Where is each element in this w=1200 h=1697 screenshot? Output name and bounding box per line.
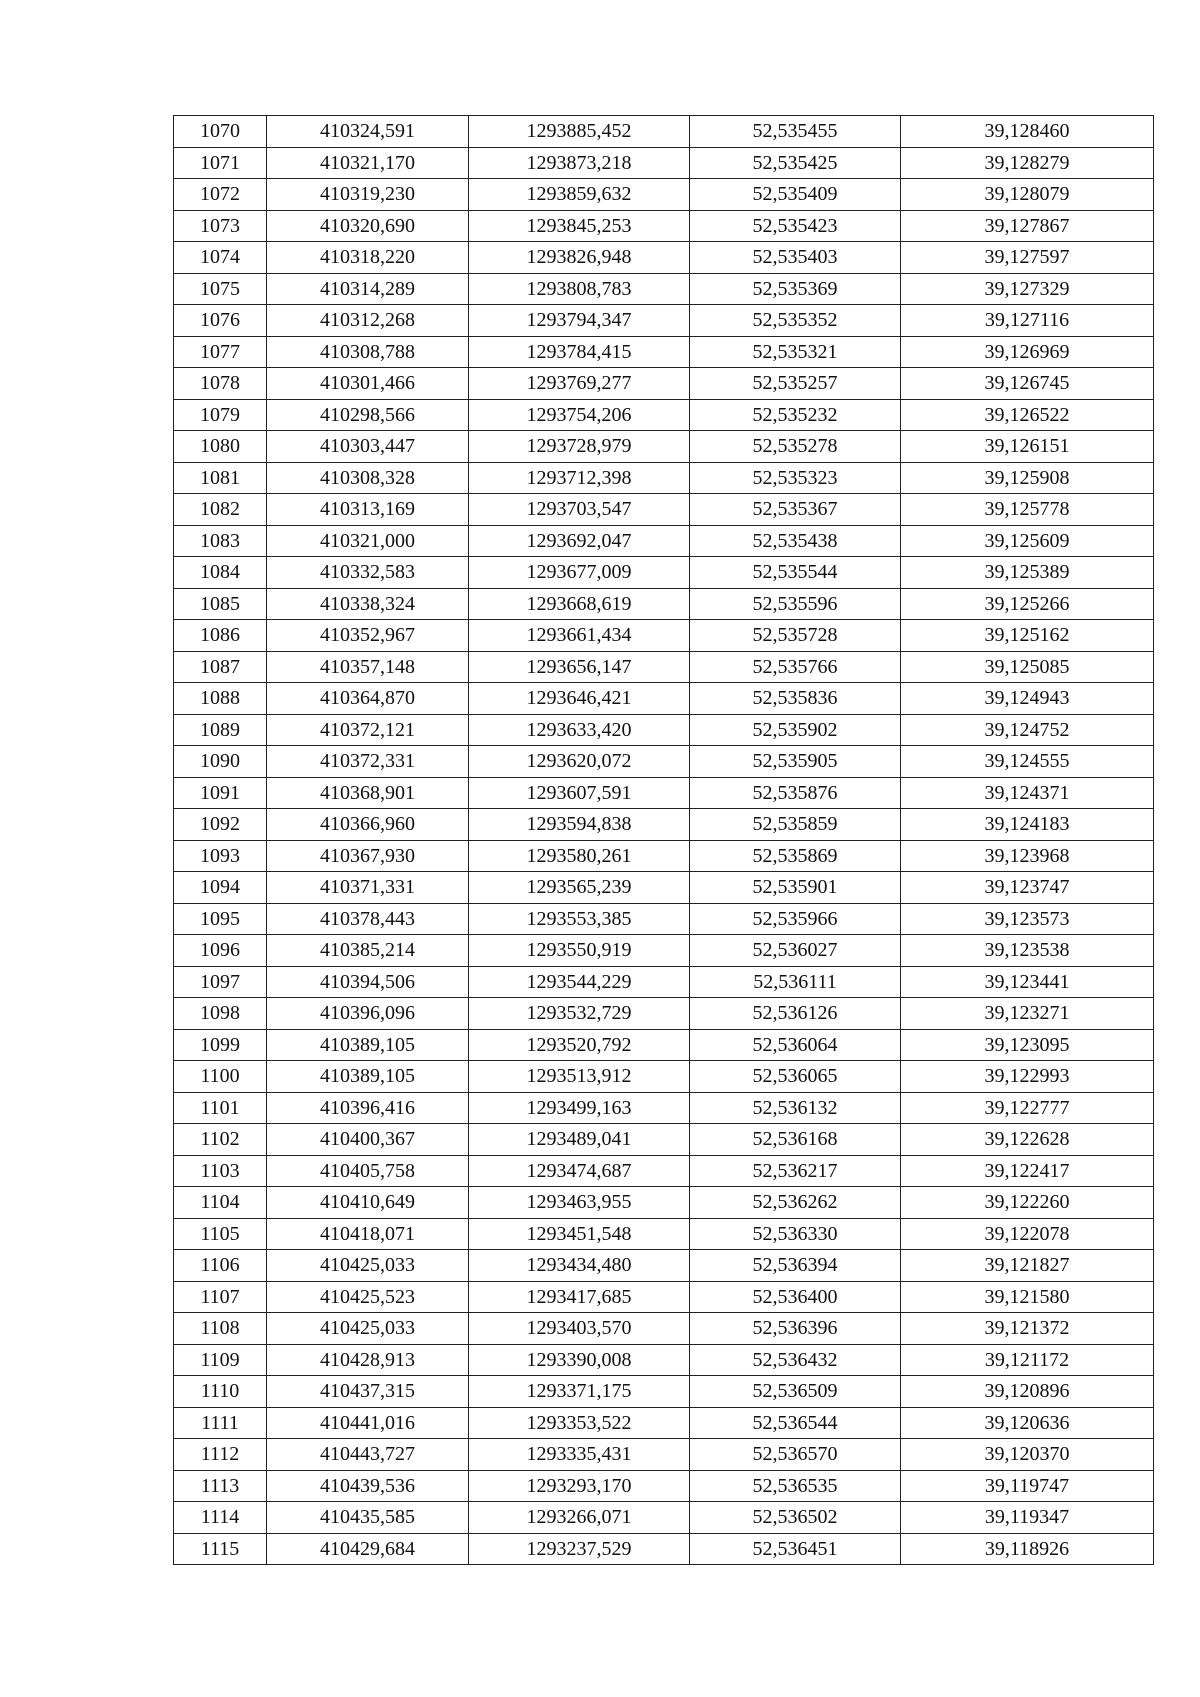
y-coordinate-cell: 1293266,071 bbox=[469, 1502, 690, 1534]
point-number-cell: 1096 bbox=[174, 935, 267, 967]
longitude-cell: 39,123747 bbox=[901, 872, 1154, 904]
table-row bbox=[174, 525, 1154, 557]
x-coordinate-cell: 410389,105 bbox=[267, 1029, 469, 1061]
table-row bbox=[174, 494, 1154, 526]
table-row bbox=[174, 462, 1154, 494]
latitude-cell: 52,536027 bbox=[690, 935, 901, 967]
x-coordinate-cell: 410396,096 bbox=[267, 998, 469, 1030]
table-row bbox=[174, 935, 1154, 967]
table-row bbox=[174, 1029, 1154, 1061]
latitude-cell: 52,535323 bbox=[690, 462, 901, 494]
point-number-cell: 1081 bbox=[174, 462, 267, 494]
longitude-cell: 39,128279 bbox=[901, 147, 1154, 179]
table-row bbox=[174, 116, 1154, 148]
latitude-cell: 52,535859 bbox=[690, 809, 901, 841]
x-coordinate-cell: 410321,170 bbox=[267, 147, 469, 179]
longitude-cell: 39,125778 bbox=[901, 494, 1154, 526]
latitude-cell: 52,536570 bbox=[690, 1439, 901, 1471]
latitude-cell: 52,536544 bbox=[690, 1407, 901, 1439]
longitude-cell: 39,127116 bbox=[901, 305, 1154, 337]
table-row bbox=[174, 1470, 1154, 1502]
longitude-cell: 39,124943 bbox=[901, 683, 1154, 715]
x-coordinate-cell: 410405,758 bbox=[267, 1155, 469, 1187]
latitude-cell: 52,535596 bbox=[690, 588, 901, 620]
longitude-cell: 39,119347 bbox=[901, 1502, 1154, 1534]
table-row bbox=[174, 1061, 1154, 1093]
longitude-cell: 39,120896 bbox=[901, 1376, 1154, 1408]
table-row bbox=[174, 210, 1154, 242]
y-coordinate-cell: 1293859,632 bbox=[469, 179, 690, 211]
longitude-cell: 39,122628 bbox=[901, 1124, 1154, 1156]
x-coordinate-cell: 410389,105 bbox=[267, 1061, 469, 1093]
x-coordinate-cell: 410318,220 bbox=[267, 242, 469, 274]
x-coordinate-cell: 410308,328 bbox=[267, 462, 469, 494]
x-coordinate-cell: 410364,870 bbox=[267, 683, 469, 715]
longitude-cell: 39,125085 bbox=[901, 651, 1154, 683]
longitude-cell: 39,126151 bbox=[901, 431, 1154, 463]
y-coordinate-cell: 1293565,239 bbox=[469, 872, 690, 904]
point-number-cell: 1085 bbox=[174, 588, 267, 620]
y-coordinate-cell: 1293553,385 bbox=[469, 903, 690, 935]
point-number-cell: 1108 bbox=[174, 1313, 267, 1345]
y-coordinate-cell: 1293499,163 bbox=[469, 1092, 690, 1124]
y-coordinate-cell: 1293794,347 bbox=[469, 305, 690, 337]
x-coordinate-cell: 410338,324 bbox=[267, 588, 469, 620]
latitude-cell: 52,536168 bbox=[690, 1124, 901, 1156]
table-row bbox=[174, 1439, 1154, 1471]
latitude-cell: 52,536535 bbox=[690, 1470, 901, 1502]
table-row bbox=[174, 966, 1154, 998]
longitude-cell: 39,122993 bbox=[901, 1061, 1154, 1093]
x-coordinate-cell: 410429,684 bbox=[267, 1533, 469, 1565]
point-number-cell: 1077 bbox=[174, 336, 267, 368]
table-row bbox=[174, 777, 1154, 809]
table-row bbox=[174, 1155, 1154, 1187]
latitude-cell: 52,536330 bbox=[690, 1218, 901, 1250]
longitude-cell: 39,125609 bbox=[901, 525, 1154, 557]
coordinates-table-body bbox=[174, 116, 1154, 1565]
table-row bbox=[174, 620, 1154, 652]
latitude-cell: 52,535352 bbox=[690, 305, 901, 337]
point-number-cell: 1109 bbox=[174, 1344, 267, 1376]
x-coordinate-cell: 410308,788 bbox=[267, 336, 469, 368]
x-coordinate-cell: 410312,268 bbox=[267, 305, 469, 337]
x-coordinate-cell: 410301,466 bbox=[267, 368, 469, 400]
table-row bbox=[174, 746, 1154, 778]
point-number-cell: 1074 bbox=[174, 242, 267, 274]
point-number-cell: 1078 bbox=[174, 368, 267, 400]
longitude-cell: 39,125266 bbox=[901, 588, 1154, 620]
longitude-cell: 39,128460 bbox=[901, 116, 1154, 148]
latitude-cell: 52,536065 bbox=[690, 1061, 901, 1093]
point-number-cell: 1093 bbox=[174, 840, 267, 872]
y-coordinate-cell: 1293784,415 bbox=[469, 336, 690, 368]
y-coordinate-cell: 1293520,792 bbox=[469, 1029, 690, 1061]
latitude-cell: 52,535257 bbox=[690, 368, 901, 400]
point-number-cell: 1107 bbox=[174, 1281, 267, 1313]
x-coordinate-cell: 410385,214 bbox=[267, 935, 469, 967]
point-number-cell: 1083 bbox=[174, 525, 267, 557]
table-row bbox=[174, 368, 1154, 400]
latitude-cell: 52,536064 bbox=[690, 1029, 901, 1061]
latitude-cell: 52,535902 bbox=[690, 714, 901, 746]
table-row bbox=[174, 1344, 1154, 1376]
point-number-cell: 1079 bbox=[174, 399, 267, 431]
y-coordinate-cell: 1293403,570 bbox=[469, 1313, 690, 1345]
point-number-cell: 1070 bbox=[174, 116, 267, 148]
y-coordinate-cell: 1293293,170 bbox=[469, 1470, 690, 1502]
x-coordinate-cell: 410439,536 bbox=[267, 1470, 469, 1502]
y-coordinate-cell: 1293769,277 bbox=[469, 368, 690, 400]
latitude-cell: 52,535901 bbox=[690, 872, 901, 904]
longitude-cell: 39,121372 bbox=[901, 1313, 1154, 1345]
point-number-cell: 1104 bbox=[174, 1187, 267, 1219]
x-coordinate-cell: 410378,443 bbox=[267, 903, 469, 935]
point-number-cell: 1112 bbox=[174, 1439, 267, 1471]
longitude-cell: 39,123095 bbox=[901, 1029, 1154, 1061]
longitude-cell: 39,127597 bbox=[901, 242, 1154, 274]
y-coordinate-cell: 1293371,175 bbox=[469, 1376, 690, 1408]
latitude-cell: 52,536509 bbox=[690, 1376, 901, 1408]
latitude-cell: 52,535278 bbox=[690, 431, 901, 463]
table-row bbox=[174, 1124, 1154, 1156]
longitude-cell: 39,122777 bbox=[901, 1092, 1154, 1124]
x-coordinate-cell: 410441,016 bbox=[267, 1407, 469, 1439]
y-coordinate-cell: 1293873,218 bbox=[469, 147, 690, 179]
point-number-cell: 1075 bbox=[174, 273, 267, 305]
table-row bbox=[174, 651, 1154, 683]
longitude-cell: 39,122078 bbox=[901, 1218, 1154, 1250]
latitude-cell: 52,536451 bbox=[690, 1533, 901, 1565]
latitude-cell: 52,536126 bbox=[690, 998, 901, 1030]
longitude-cell: 39,121827 bbox=[901, 1250, 1154, 1282]
point-number-cell: 1092 bbox=[174, 809, 267, 841]
longitude-cell: 39,123441 bbox=[901, 966, 1154, 998]
table-row bbox=[174, 557, 1154, 589]
table-row bbox=[174, 399, 1154, 431]
point-number-cell: 1102 bbox=[174, 1124, 267, 1156]
y-coordinate-cell: 1293474,687 bbox=[469, 1155, 690, 1187]
table-row bbox=[174, 336, 1154, 368]
latitude-cell: 52,535905 bbox=[690, 746, 901, 778]
longitude-cell: 39,126745 bbox=[901, 368, 1154, 400]
y-coordinate-cell: 1293463,955 bbox=[469, 1187, 690, 1219]
y-coordinate-cell: 1293661,434 bbox=[469, 620, 690, 652]
y-coordinate-cell: 1293353,522 bbox=[469, 1407, 690, 1439]
latitude-cell: 52,536394 bbox=[690, 1250, 901, 1282]
y-coordinate-cell: 1293712,398 bbox=[469, 462, 690, 494]
x-coordinate-cell: 410428,913 bbox=[267, 1344, 469, 1376]
x-coordinate-cell: 410400,367 bbox=[267, 1124, 469, 1156]
latitude-cell: 52,535766 bbox=[690, 651, 901, 683]
longitude-cell: 39,125908 bbox=[901, 462, 1154, 494]
point-number-cell: 1073 bbox=[174, 210, 267, 242]
y-coordinate-cell: 1293434,480 bbox=[469, 1250, 690, 1282]
x-coordinate-cell: 410324,591 bbox=[267, 116, 469, 148]
y-coordinate-cell: 1293728,979 bbox=[469, 431, 690, 463]
x-coordinate-cell: 410320,690 bbox=[267, 210, 469, 242]
table-row bbox=[174, 683, 1154, 715]
x-coordinate-cell: 410319,230 bbox=[267, 179, 469, 211]
longitude-cell: 39,125389 bbox=[901, 557, 1154, 589]
latitude-cell: 52,535966 bbox=[690, 903, 901, 935]
x-coordinate-cell: 410371,331 bbox=[267, 872, 469, 904]
x-coordinate-cell: 410321,000 bbox=[267, 525, 469, 557]
point-number-cell: 1082 bbox=[174, 494, 267, 526]
y-coordinate-cell: 1293513,912 bbox=[469, 1061, 690, 1093]
x-coordinate-cell: 410357,148 bbox=[267, 651, 469, 683]
longitude-cell: 39,127867 bbox=[901, 210, 1154, 242]
point-number-cell: 1097 bbox=[174, 966, 267, 998]
point-number-cell: 1106 bbox=[174, 1250, 267, 1282]
y-coordinate-cell: 1293845,253 bbox=[469, 210, 690, 242]
longitude-cell: 39,124752 bbox=[901, 714, 1154, 746]
point-number-cell: 1071 bbox=[174, 147, 267, 179]
latitude-cell: 52,535409 bbox=[690, 179, 901, 211]
point-number-cell: 1080 bbox=[174, 431, 267, 463]
point-number-cell: 1100 bbox=[174, 1061, 267, 1093]
table-row bbox=[174, 1376, 1154, 1408]
latitude-cell: 52,536432 bbox=[690, 1344, 901, 1376]
x-coordinate-cell: 410313,169 bbox=[267, 494, 469, 526]
longitude-cell: 39,119747 bbox=[901, 1470, 1154, 1502]
latitude-cell: 52,535455 bbox=[690, 116, 901, 148]
point-number-cell: 1094 bbox=[174, 872, 267, 904]
x-coordinate-cell: 410372,331 bbox=[267, 746, 469, 778]
latitude-cell: 52,535544 bbox=[690, 557, 901, 589]
point-number-cell: 1088 bbox=[174, 683, 267, 715]
latitude-cell: 52,535438 bbox=[690, 525, 901, 557]
longitude-cell: 39,124183 bbox=[901, 809, 1154, 841]
y-coordinate-cell: 1293544,229 bbox=[469, 966, 690, 998]
y-coordinate-cell: 1293633,420 bbox=[469, 714, 690, 746]
latitude-cell: 52,536262 bbox=[690, 1187, 901, 1219]
x-coordinate-cell: 410425,033 bbox=[267, 1250, 469, 1282]
table-row bbox=[174, 1533, 1154, 1565]
longitude-cell: 39,121580 bbox=[901, 1281, 1154, 1313]
latitude-cell: 52,535367 bbox=[690, 494, 901, 526]
y-coordinate-cell: 1293417,685 bbox=[469, 1281, 690, 1313]
latitude-cell: 52,535232 bbox=[690, 399, 901, 431]
table-row bbox=[174, 1407, 1154, 1439]
point-number-cell: 1087 bbox=[174, 651, 267, 683]
table-row bbox=[174, 872, 1154, 904]
x-coordinate-cell: 410425,033 bbox=[267, 1313, 469, 1345]
table-row bbox=[174, 305, 1154, 337]
x-coordinate-cell: 410394,506 bbox=[267, 966, 469, 998]
y-coordinate-cell: 1293703,547 bbox=[469, 494, 690, 526]
point-number-cell: 1110 bbox=[174, 1376, 267, 1408]
table-row bbox=[174, 588, 1154, 620]
table-row bbox=[174, 179, 1154, 211]
latitude-cell: 52,535836 bbox=[690, 683, 901, 715]
longitude-cell: 39,122417 bbox=[901, 1155, 1154, 1187]
table-row bbox=[174, 1092, 1154, 1124]
table-row bbox=[174, 431, 1154, 463]
y-coordinate-cell: 1293532,729 bbox=[469, 998, 690, 1030]
longitude-cell: 39,120636 bbox=[901, 1407, 1154, 1439]
point-number-cell: 1076 bbox=[174, 305, 267, 337]
point-number-cell: 1086 bbox=[174, 620, 267, 652]
coordinates-table bbox=[173, 115, 1154, 1565]
point-number-cell: 1101 bbox=[174, 1092, 267, 1124]
point-number-cell: 1099 bbox=[174, 1029, 267, 1061]
point-number-cell: 1098 bbox=[174, 998, 267, 1030]
table-row bbox=[174, 809, 1154, 841]
x-coordinate-cell: 410435,585 bbox=[267, 1502, 469, 1534]
x-coordinate-cell: 410352,967 bbox=[267, 620, 469, 652]
table-row bbox=[174, 1281, 1154, 1313]
table-row bbox=[174, 840, 1154, 872]
longitude-cell: 39,126969 bbox=[901, 336, 1154, 368]
table-row bbox=[174, 147, 1154, 179]
point-number-cell: 1090 bbox=[174, 746, 267, 778]
y-coordinate-cell: 1293692,047 bbox=[469, 525, 690, 557]
y-coordinate-cell: 1293489,041 bbox=[469, 1124, 690, 1156]
point-number-cell: 1113 bbox=[174, 1470, 267, 1502]
y-coordinate-cell: 1293335,431 bbox=[469, 1439, 690, 1471]
latitude-cell: 52,535425 bbox=[690, 147, 901, 179]
latitude-cell: 52,535321 bbox=[690, 336, 901, 368]
x-coordinate-cell: 410437,315 bbox=[267, 1376, 469, 1408]
table-row bbox=[174, 998, 1154, 1030]
table-row bbox=[174, 714, 1154, 746]
point-number-cell: 1072 bbox=[174, 179, 267, 211]
x-coordinate-cell: 410368,901 bbox=[267, 777, 469, 809]
longitude-cell: 39,123538 bbox=[901, 935, 1154, 967]
y-coordinate-cell: 1293237,529 bbox=[469, 1533, 690, 1565]
table-row bbox=[174, 1250, 1154, 1282]
y-coordinate-cell: 1293451,548 bbox=[469, 1218, 690, 1250]
latitude-cell: 52,535876 bbox=[690, 777, 901, 809]
point-number-cell: 1105 bbox=[174, 1218, 267, 1250]
y-coordinate-cell: 1293550,919 bbox=[469, 935, 690, 967]
longitude-cell: 39,125162 bbox=[901, 620, 1154, 652]
longitude-cell: 39,124371 bbox=[901, 777, 1154, 809]
y-coordinate-cell: 1293620,072 bbox=[469, 746, 690, 778]
y-coordinate-cell: 1293594,838 bbox=[469, 809, 690, 841]
y-coordinate-cell: 1293607,591 bbox=[469, 777, 690, 809]
longitude-cell: 39,120370 bbox=[901, 1439, 1154, 1471]
longitude-cell: 39,122260 bbox=[901, 1187, 1154, 1219]
longitude-cell: 39,121172 bbox=[901, 1344, 1154, 1376]
latitude-cell: 52,536396 bbox=[690, 1313, 901, 1345]
point-number-cell: 1095 bbox=[174, 903, 267, 935]
latitude-cell: 52,535728 bbox=[690, 620, 901, 652]
y-coordinate-cell: 1293808,783 bbox=[469, 273, 690, 305]
x-coordinate-cell: 410425,523 bbox=[267, 1281, 469, 1313]
latitude-cell: 52,535403 bbox=[690, 242, 901, 274]
x-coordinate-cell: 410303,447 bbox=[267, 431, 469, 463]
x-coordinate-cell: 410314,289 bbox=[267, 273, 469, 305]
y-coordinate-cell: 1293754,206 bbox=[469, 399, 690, 431]
y-coordinate-cell: 1293656,147 bbox=[469, 651, 690, 683]
latitude-cell: 52,536502 bbox=[690, 1502, 901, 1534]
point-number-cell: 1114 bbox=[174, 1502, 267, 1534]
table-row bbox=[174, 1218, 1154, 1250]
longitude-cell: 39,124555 bbox=[901, 746, 1154, 778]
latitude-cell: 52,536217 bbox=[690, 1155, 901, 1187]
y-coordinate-cell: 1293668,619 bbox=[469, 588, 690, 620]
point-number-cell: 1103 bbox=[174, 1155, 267, 1187]
table-row bbox=[174, 273, 1154, 305]
x-coordinate-cell: 410332,583 bbox=[267, 557, 469, 589]
y-coordinate-cell: 1293390,008 bbox=[469, 1344, 690, 1376]
x-coordinate-cell: 410443,727 bbox=[267, 1439, 469, 1471]
y-coordinate-cell: 1293677,009 bbox=[469, 557, 690, 589]
table-row bbox=[174, 242, 1154, 274]
y-coordinate-cell: 1293580,261 bbox=[469, 840, 690, 872]
x-coordinate-cell: 410367,930 bbox=[267, 840, 469, 872]
longitude-cell: 39,118926 bbox=[901, 1533, 1154, 1565]
point-number-cell: 1091 bbox=[174, 777, 267, 809]
x-coordinate-cell: 410372,121 bbox=[267, 714, 469, 746]
latitude-cell: 52,535423 bbox=[690, 210, 901, 242]
latitude-cell: 52,536132 bbox=[690, 1092, 901, 1124]
latitude-cell: 52,536400 bbox=[690, 1281, 901, 1313]
longitude-cell: 39,128079 bbox=[901, 179, 1154, 211]
point-number-cell: 1084 bbox=[174, 557, 267, 589]
x-coordinate-cell: 410396,416 bbox=[267, 1092, 469, 1124]
table-row bbox=[174, 1502, 1154, 1534]
x-coordinate-cell: 410418,071 bbox=[267, 1218, 469, 1250]
latitude-cell: 52,535869 bbox=[690, 840, 901, 872]
x-coordinate-cell: 410366,960 bbox=[267, 809, 469, 841]
latitude-cell: 52,536111 bbox=[690, 966, 901, 998]
longitude-cell: 39,127329 bbox=[901, 273, 1154, 305]
x-coordinate-cell: 410298,566 bbox=[267, 399, 469, 431]
y-coordinate-cell: 1293885,452 bbox=[469, 116, 690, 148]
longitude-cell: 39,126522 bbox=[901, 399, 1154, 431]
longitude-cell: 39,123271 bbox=[901, 998, 1154, 1030]
table-row bbox=[174, 1187, 1154, 1219]
x-coordinate-cell: 410410,649 bbox=[267, 1187, 469, 1219]
table-row bbox=[174, 1313, 1154, 1345]
table-row bbox=[174, 903, 1154, 935]
longitude-cell: 39,123968 bbox=[901, 840, 1154, 872]
point-number-cell: 1089 bbox=[174, 714, 267, 746]
longitude-cell: 39,123573 bbox=[901, 903, 1154, 935]
latitude-cell: 52,535369 bbox=[690, 273, 901, 305]
y-coordinate-cell: 1293826,948 bbox=[469, 242, 690, 274]
point-number-cell: 1115 bbox=[174, 1533, 267, 1565]
point-number-cell: 1111 bbox=[174, 1407, 267, 1439]
y-coordinate-cell: 1293646,421 bbox=[469, 683, 690, 715]
